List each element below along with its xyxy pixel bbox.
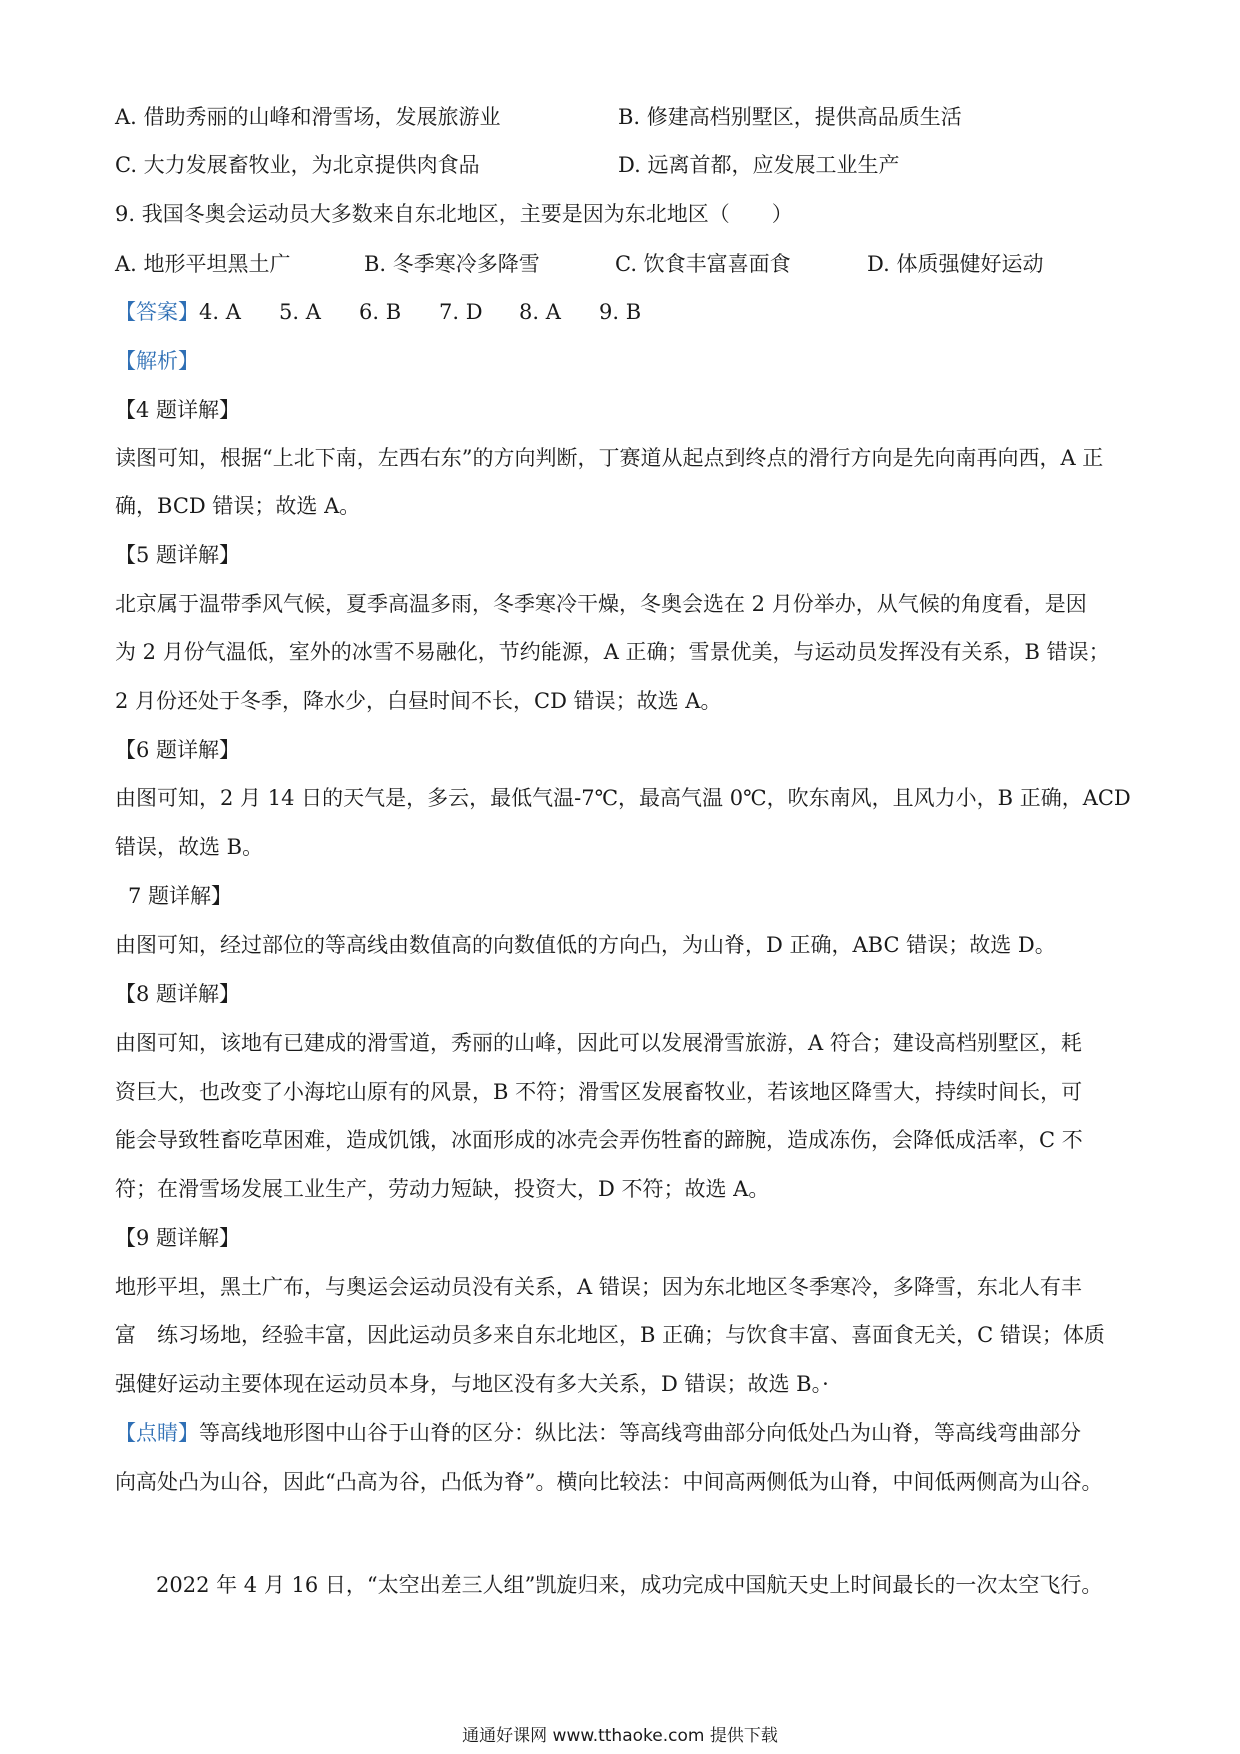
detail-8-heading: 【8 题详解】: [115, 982, 241, 1006]
detail-8-line-2: 资巨大，也改变了小海坨山原有的风景，B 不符；滑雪区发展畜牧业，若该地区降雪大，持续时间长，可: [115, 1080, 1083, 1104]
tip-line-2: 向高处凸为山谷，因此“凸高为谷，凸低为脊”。横向比较法：中间高两侧低为山脊，中间低两侧高为山谷。: [115, 1470, 1103, 1494]
q9-option-b: B. 冬季寒冷多降雪: [364, 252, 540, 276]
detail-9-heading: 【9 题详解】: [115, 1226, 241, 1250]
answer-item: 4. A: [199, 300, 241, 324]
detail-4-line-1: 读图可知，根据“上北下南，左西右东”的方向判断，丁赛道从起点到终点的滑行方向是先向南再向西，A 正: [115, 446, 1104, 470]
answer-line: [115, 297, 1130, 327]
answer-item: 9. B: [599, 300, 642, 324]
q8-option-c: C. 大力发展畜牧业，为北京提供肉食品: [115, 153, 480, 177]
detail-6-line-2: 错误，故选 B。: [115, 835, 264, 859]
next-section-intro: 2022 年 4 月 16 日，“太空出差三人组”凯旋归来，成功完成中国航天史上时间最长的一次太空飞行。: [156, 1573, 1103, 1597]
q8-option-d: D. 远离首都，应发展工业生产: [618, 153, 900, 177]
detail-5-heading: 【5 题详解】: [115, 543, 241, 567]
q9-option-c: C. 饮食丰富喜面食: [615, 252, 791, 276]
detail-9-line-3: 强健好运动主要体现在运动员本身，与地区没有多大关系，D 错误；故选 B。·: [115, 1372, 829, 1396]
detail-4-heading: 【4 题详解】: [115, 398, 241, 422]
tip-label: 【点睛】: [115, 1421, 199, 1445]
q9-stem: 9. 我国冬奥会运动员大多数来自东北地区，主要是因为东北地区（ ）: [115, 202, 793, 226]
page-footer: 通通好课网 www.tthaoke.com 提供下载: [462, 1726, 778, 1746]
detail-8-line-3: 能会导致牲畜吃草困难，造成饥饿，冰面形成的冰壳会弄伤牲畜的蹄腕，造成冻伤，会降低成活率，C 不: [115, 1128, 1083, 1152]
answer-item: 8. A: [519, 300, 561, 324]
detail-8-line-1: 由图可知，该地有已建成的滑雪道，秀丽的山峰，因此可以发展滑雪旅游，A 符合；建设高档别墅区，耗: [115, 1031, 1082, 1055]
answer-item: 7. D: [439, 300, 483, 324]
q8-option-a: A. 借助秀丽的山峰和滑雪场，发展旅游业: [115, 105, 501, 129]
q8-option-b: B. 修建高档别墅区，提供高品质生活: [618, 105, 962, 129]
detail-4-line-2: 确，BCD 错误；故选 A。: [115, 494, 361, 518]
q9-option-d: D. 体质强健好运动: [867, 252, 1044, 276]
answer-item: 5. A: [279, 300, 321, 324]
tip-line-1: [115, 1418, 1130, 1448]
answer-label: 【答案】: [115, 300, 199, 324]
detail-5-line-3: 2 月份还处于冬季，降水少，白昼时间不长，CD 错误；故选 A。: [115, 689, 722, 713]
analysis-label: 【解析】: [115, 349, 199, 373]
detail-8-line-4: 符；在滑雪场发展工业生产，劳动力短缺，投资大，D 不符；故选 A。: [115, 1177, 770, 1201]
detail-5-line-2: 为 2 月份气温低，室外的冰雪不易融化，节约能源，A 正确；雪景优美，与运动员发挥没有关系，B 错误；: [115, 640, 1110, 664]
answer-item: 6. B: [359, 300, 402, 324]
detail-7-line-1: 由图可知，经过部位的等高线由数值高的向数值低的方向凸，为山脊，D 正确，ABC 错误；故选 D。: [115, 933, 1056, 957]
q9-option-a: A. 地形平坦黑土广: [115, 252, 291, 276]
detail-7-heading: 7 题详解】: [128, 884, 233, 908]
detail-6-heading: 【6 题详解】: [115, 738, 241, 762]
detail-9-line-2: 富 练习场地，经验丰富，因此运动员多来自东北地区，B 正确；与饮食丰富、喜面食无关，C 错误；体质: [115, 1323, 1105, 1347]
detail-6-line-1: 由图可知，2 月 14 日的天气是，多云，最低气温-7℃，最高气温 0℃，吹东南风，且风力小，B 正确，ACD: [115, 786, 1131, 810]
tip-text-1: 等高线地形图中山谷于山脊的区分：纵比法：等高线弯曲部分向低处凸为山脊，等高线弯曲部分: [199, 1421, 1081, 1445]
detail-9-line-1: 地形平坦，黑土广布，与奥运会运动员没有关系，A 错误；因为东北地区冬季寒冷，多降雪，东北人有丰: [115, 1275, 1082, 1299]
detail-5-line-1: 北京属于温带季风气候，夏季高温多雨，冬季寒冷干燥，冬奥会选在 2 月份举办，从气候的角度看，是因: [115, 592, 1087, 616]
answer-items: [199, 300, 641, 324]
